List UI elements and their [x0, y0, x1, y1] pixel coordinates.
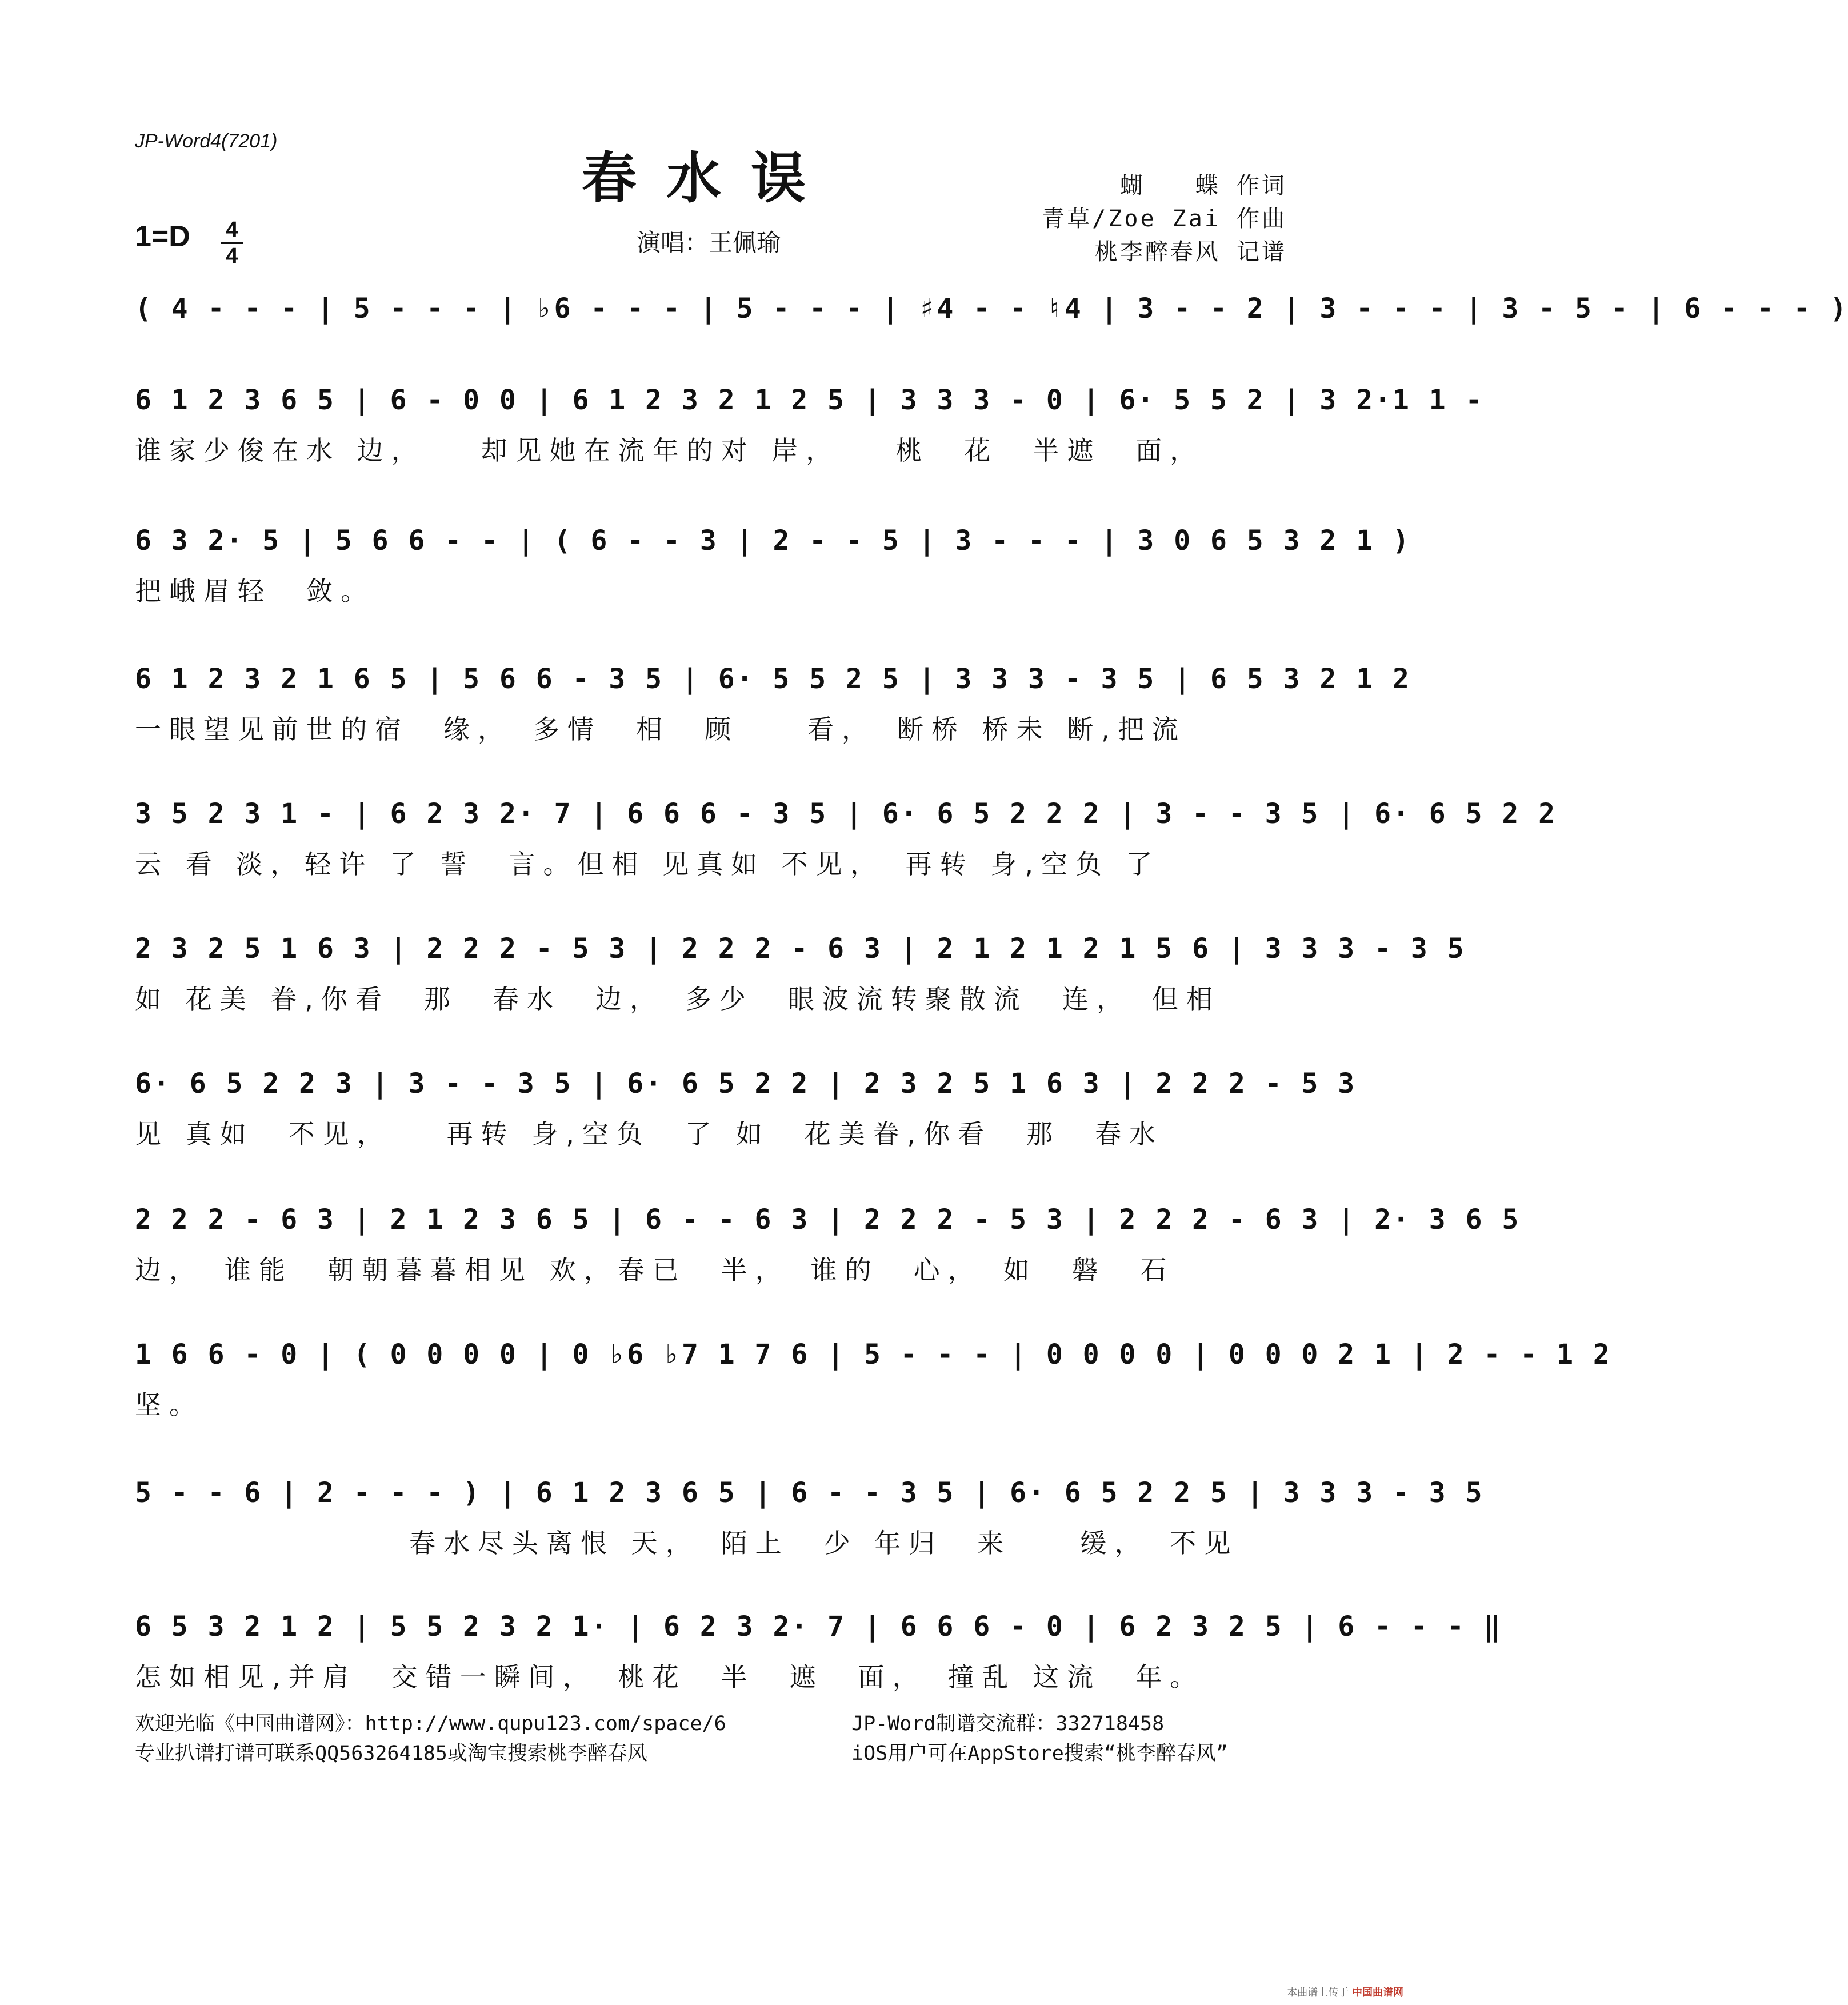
song-title: 春水误	[582, 146, 835, 210]
score-line-1-notes: ( 4 - - - | 5 - - - | ♭6 - - - | 5 - - - | ♯4 - - ♮4 | 3 - - 2 | 3 - - - | 3 - 5 - | 6 - - - )	[135, 293, 1848, 325]
software-watermark: JP-Word4(7201)	[135, 130, 278, 152]
score-line-7-notes: 6· 6 5 2 2 3 | 3 - - 3 5 | 6· 6 5 2 2 | 2 3 2 5 1 6 3 | 2 2 2 - 5 3	[135, 1068, 1357, 1100]
score-line-2-notes: 6 1 2 3 6 5 | 6 - 0 0 | 6 1 2 3 2 1 2 5 | 3 3 3 - 0 | 6· 5 5 2 | 3 2·1 1 -	[135, 384, 1484, 416]
site-mark-text: 本曲谱上传于	[1287, 1987, 1349, 1999]
score-line-6-notes: 2 3 2 5 1 6 3 | 2 2 2 - 5 3 | 2 2 2 - 6 3 | 2 1 2 1 2 1 5 6 | 3 3 3 - 3 5	[135, 933, 1466, 965]
key-signature: 1=D	[135, 220, 190, 253]
footer-left	[135, 1709, 726, 1768]
singer-line: 演唱：王佩瑜	[636, 229, 781, 257]
meter-bottom: 4	[226, 244, 238, 268]
site-link-text[interactable]: 欢迎光临《中国曲谱网》：http://www.qupu123.com/space/6	[135, 1712, 726, 1735]
lyricist-credit: 蝴 蝶 作词	[1119, 173, 1287, 199]
site-logo-icon: 中国曲谱网	[1352, 1987, 1403, 1999]
score-line-5-lyrics: 云 看 淡，轻许 了 誓 言。但相 见真如 不见， 再转 身,空负 了	[135, 849, 1161, 880]
score-line-9-lyrics: 坚。	[135, 1389, 203, 1420]
score-line-9-notes: 1 6 6 - 0 | ( 0 0 0 0 | 0 ♭6 ♭7 1 7 6 | 5 - - - | 0 0 0 0 | 0 0 0 2 1 | 2 - - 1 2	[135, 1339, 1611, 1371]
score-line-2-lyrics: 谁家少俊在水 边， 却见她在流年的对 岸， 桃 花 半遮 面，	[135, 435, 1205, 466]
transcriber-credit: 桃李醉春风 记谱	[1094, 239, 1287, 265]
score-line-11-notes: 6 5 3 2 1 2 | 5 5 2 3 2 1· | 6 2 3 2· 7 | 6 6 6 - 0 | 6 2 3 2 5 | 6 - - - ‖	[135, 1611, 1502, 1643]
meter-top: 4	[226, 218, 238, 242]
site-watermark	[1287, 1984, 1403, 1999]
composer-credit: 青草/Zoe Zai 作曲	[1042, 206, 1287, 232]
score-line-6-lyrics: 如 花美 眷,你看 那 春水 边， 多少 眼波流转聚散流 连， 但相	[135, 984, 1221, 1015]
contact-text: 专业扒谱打谱可联系QQ563264185或淘宝搜索桃李醉春风	[135, 1742, 647, 1765]
score-line-3-notes: 6 3 2· 5 | 5 6 6 - - | ( 6 - - 3 | 2 - - 5 | 3 - - - | 3 0 6 5 3 2 1 )	[135, 525, 1411, 557]
score-line-4-lyrics: 一眼望见前世的宿 缘， 多情 相 顾 看， 断桥 桥未 断,把流	[135, 714, 1186, 745]
score-line-7-lyrics: 见 真如 不见， 再转 身,空负 了 如 花美眷,你看 那 春水	[135, 1119, 1164, 1149]
score-line-5-notes: 3 5 2 3 1 - | 6 2 3 2· 7 | 6 6 6 - 3 5 | 6· 6 5 2 2 2 | 3 - - 3 5 | 6· 6 5 2 2	[135, 798, 1557, 830]
footer-right	[851, 1709, 1228, 1768]
score-line-10-notes: 5 - - 6 | 2 - - - ) | 6 1 2 3 6 5 | 6 - - 3 5 | 6· 6 5 2 2 5 | 3 3 3 - 3 5	[135, 1477, 1484, 1509]
appstore-text: iOS用户可在AppStore搜索“桃李醉春风”	[851, 1742, 1228, 1765]
score-line-4-notes: 6 1 2 3 2 1 6 5 | 5 6 6 - 3 5 | 6· 5 5 2 5 | 3 3 3 - 3 5 | 6 5 3 2 1 2	[135, 663, 1411, 695]
score-line-3-lyrics: 把峨眉轻 敛。	[135, 576, 375, 606]
score-line-11-lyrics: 怎如相见,并肩 交错一瞬间， 桃花 半 遮 面， 撞乱 这流 年。	[135, 1661, 1205, 1692]
score-line-8-lyrics: 边， 谁能 朝朝暮暮相见 欢，春已 半， 谁的 心， 如 磐 石	[135, 1255, 1175, 1285]
score-line-8-notes: 2 2 2 - 6 3 | 2 1 2 3 6 5 | 6 - - 6 3 | 2 2 2 - 5 3 | 2 2 2 - 6 3 | 2· 3 6 5	[135, 1204, 1521, 1236]
score-line-10-lyrics: 春水尽头离恨 天， 陌上 少 年归 来 缓， 不见	[135, 1528, 1239, 1559]
group-text: JP-Word制谱交流群：332718458	[851, 1712, 1165, 1735]
